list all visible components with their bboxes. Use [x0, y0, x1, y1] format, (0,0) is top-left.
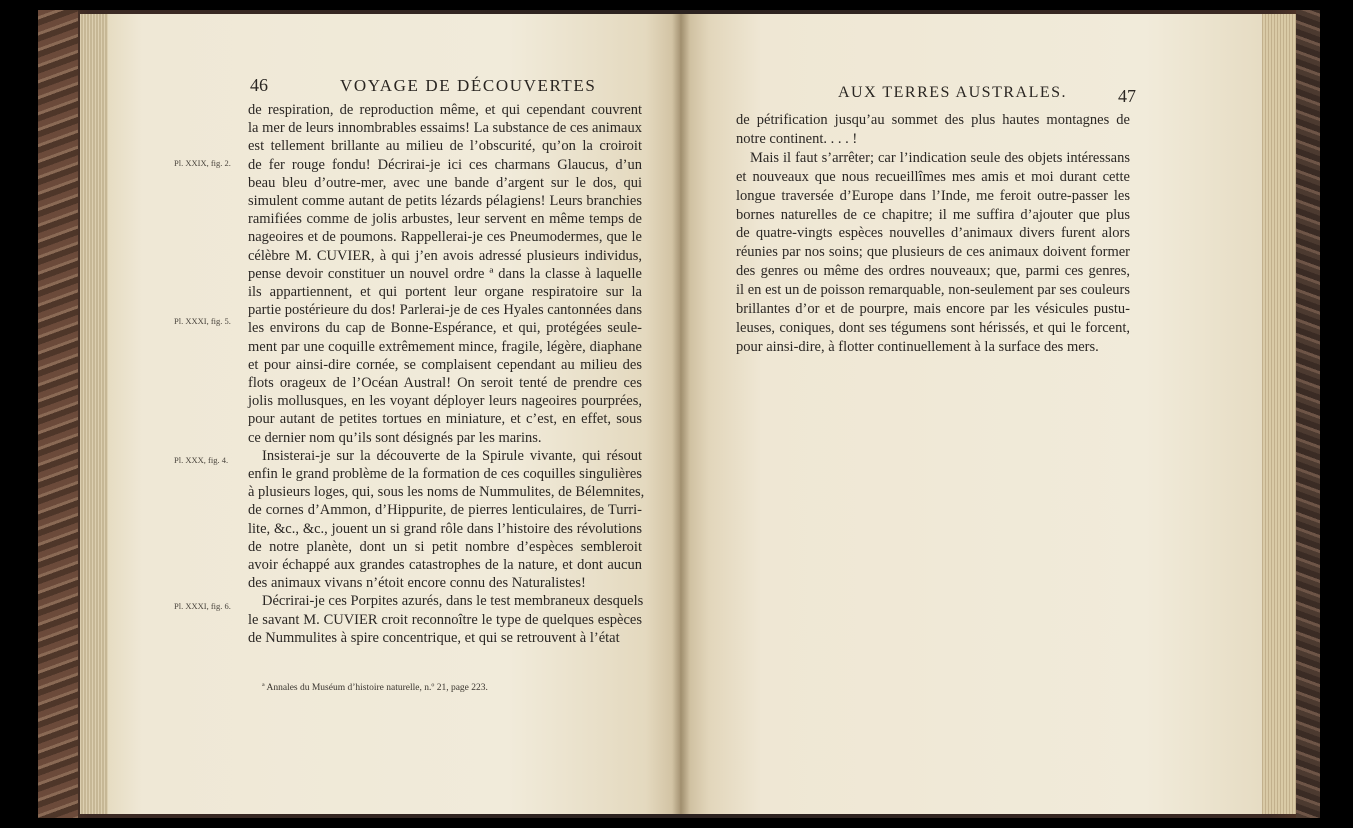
text-line: des genres ou même des ordres nouveaux; que, parmi ces genres,	[736, 263, 1130, 280]
right-page-number: 47	[1118, 86, 1136, 106]
margin-note: Pl. XXX, fig. 4.	[174, 455, 229, 465]
text-line: et pour ainsi-dire cornée, se complaisent cependant au milieu des	[248, 356, 642, 373]
right-page-header	[770, 84, 1160, 110]
text-line: célèbre M. CUVIER, à qui j’en avois adressé plusieurs individus,	[248, 247, 642, 264]
text-line: de notre planète, dont un si petit nombre d’espèces sembleroit	[248, 538, 642, 555]
text-line: lite, &c., &c., jouent un si grand rôle dans l’histoire des révolutions	[248, 520, 642, 537]
left-page-number: 46	[250, 75, 268, 95]
text-line: il en est un de poisson remarquable, non-seulement par ses couleurs	[736, 282, 1130, 299]
text-line: le savant M. CUVIER croit reconnoître le type de quelques espèces	[248, 611, 642, 628]
text-line: de pétrification jusqu’au sommet des plus hautes montagnes de	[736, 112, 1130, 128]
text-line: simulent comme autant de petits lézards pélagiens! Leurs branchies	[248, 193, 642, 209]
text-line: de quatre-vingts espèces nouvelles d’animaux divers furent alors	[736, 225, 1130, 242]
text-line: longue traversée d’Europe dans l’Inde, me feroit outre-passer les	[736, 187, 1130, 204]
marbled-edge-left	[38, 10, 78, 818]
text-line: à plusieurs loges, qui, sous les noms de Nummulites, de Bélemnites,	[248, 484, 645, 501]
text-line: ramifiées comme de jolis arbustes, leur servent en même temps de	[248, 211, 642, 228]
text-line: jolis mollusques, en les voyant déployer leurs nageoires pourprées,	[248, 393, 642, 410]
page-edges-right	[1262, 14, 1296, 814]
text-line: et nouveaux que nous recueillîmes mes amis et moi durant cette	[736, 168, 1130, 185]
text-line: beau bleu d’outre-mer, avec une bande d’argent sur le dos, qui	[248, 174, 642, 191]
text-line: réunies par nos soins; que plusieurs de ces animaux doivent former	[736, 244, 1130, 261]
book-gutter	[672, 14, 690, 814]
text-line: ce dernier nom qu’ils sont désignés par les marins.	[248, 429, 542, 446]
left-running-title: VOYAGE DE DÉCOUVERTES	[340, 76, 597, 95]
text-line: notre continent. . . . !	[736, 130, 858, 147]
text-line: des animaux vivans n’étoit encore connu des Naturalistes!	[248, 575, 586, 592]
text-line: pour ainsi-dire, à flotter continuellement à la surface des mers.	[736, 338, 1099, 355]
page-edges-left	[80, 14, 110, 814]
text-line: nageoires et de poumons. Rappellerai-je ces Pneumodermes, que le	[248, 229, 642, 246]
text-line: bornes naturelles de ce chapitre; il me suffira d’ajouter que plus	[736, 206, 1130, 223]
text-line: leuses, coniques, dont ses tégumens sont hérissés, et qui le forcent,	[736, 319, 1130, 336]
text-line: enfin le grand problème de la formation de ces coquilles singulières	[248, 466, 642, 482]
text-line: partie postérieure du dos! Parlerai-je de ces Hyales cantonnées dans	[248, 302, 642, 319]
text-line: de cornes d’Ammon, d’Hippurite, de pierres lenticulaires, de Turri-	[248, 502, 642, 519]
text-line: Décrirai-je ces Porpites azurés, dans le test membraneux desquels	[262, 593, 644, 610]
text-line: la mer de leurs innombrables essaims! La substance de ces animaux	[248, 120, 642, 137]
text-line: les environs du cap de Bonne-Espérance, et qui, protégées seule-	[248, 320, 642, 337]
margin-note: Pl. XXXI, fig. 5.	[174, 316, 231, 326]
marbled-edge-right	[1296, 10, 1320, 818]
text-line: pense devoir constituer un nouvel ordre ª dans la classe à laquelle	[248, 265, 642, 282]
text-line: est tellement brillante au milieu de l’obscurité, qu’on la croiroit	[248, 138, 642, 155]
text-line: pour autant de petites tortues en miniature, et c’est, en effet, sous	[248, 411, 642, 428]
text-line: Mais il faut s’arrêter; car l’indication seule des objets intéressans	[750, 149, 1130, 166]
left-page-header	[250, 75, 640, 101]
text-line: de fer rouge fondu! Décrirai-je ici ces charmans Glaucus, d’un	[248, 156, 642, 173]
text-line: ils appartiennent, et qui portent leur organe respiratoire sur la	[248, 284, 642, 300]
footnote: ª Annales du Muséum d’histoire naturelle, n.º 21, page 223.	[262, 683, 488, 693]
right-running-title: AUX TERRES AUSTRALES.	[838, 84, 1068, 101]
margin-note: Pl. XXXI, fig. 6.	[174, 601, 231, 611]
text-line: avoir échappé aux grandes catastrophes de la nature, et dont aucun	[248, 557, 642, 573]
text-line: ment par une coquille extrêmement mince, fragile, légère, diaphane	[248, 338, 642, 355]
text-line: de respiration, de reproduction même, et qui cependant couvrent	[248, 102, 642, 118]
text-line: brillantes d’or et de pourpre, mais encore par les vésicules pustu-	[736, 301, 1130, 317]
margin-note: Pl. XXIX, fig. 2.	[174, 158, 231, 168]
text-line: flots orageux de l’Océan Austral! On seroit tenté de prendre ces	[248, 375, 642, 391]
text-line: Insisterai-je sur la découverte de la Spirule vivante, qui résout	[262, 447, 642, 464]
text-line: de Nummulites à spire concentrique, et qui se retrouvent à l’état	[248, 629, 620, 646]
